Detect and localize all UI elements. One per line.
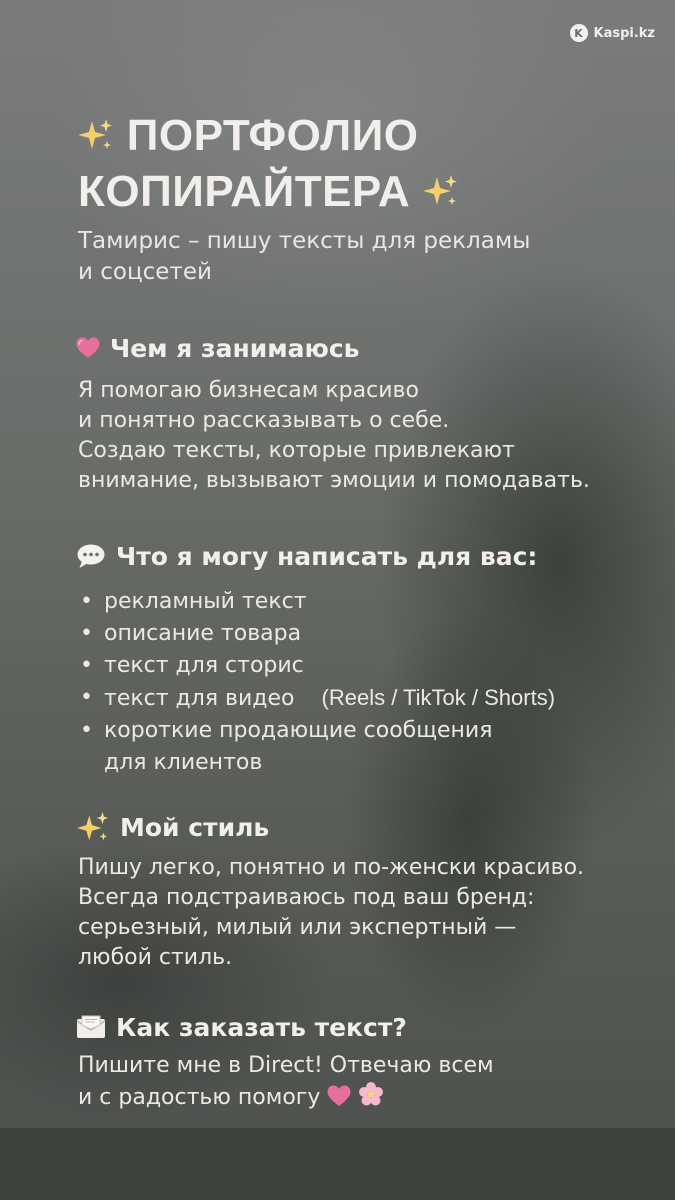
section-heading [76,1009,658,1045]
section-text [78,1051,658,1113]
bullet: • [80,589,93,614]
section-title: Как заказать текст? [116,1012,407,1042]
text-line: Пишу легко, понятно и по-женски красиво. [78,855,585,880]
kaspi-logo-icon: K [570,24,588,42]
text-line-with-icons [78,1081,658,1113]
section-services [78,538,658,779]
bullet: • [80,685,93,710]
title-line-2 [78,164,658,220]
section-order [78,1009,658,1113]
list-item-text: текст для видео [104,686,295,711]
section-text [78,376,658,496]
list-item [78,586,658,618]
bullet: • [80,718,93,743]
list-item [78,715,658,779]
title-line-1 [78,108,658,164]
sparkles-icon [78,117,114,153]
section-heading [76,538,658,574]
text-line: Всегда подстраиваюсь под ваш бренд: [78,885,535,910]
text-line: Пишите мне в Direct! Отвечаю всем [78,1053,494,1078]
section-heading [76,330,658,366]
speech-bubble-icon [76,543,106,569]
section-title: Мой стиль [120,812,270,842]
list-item-text: текст для сторис [104,653,304,678]
text-line: Создаю тексты, которые привлекают [78,438,515,463]
bottom-bar [0,1128,675,1200]
bullet: • [80,621,93,646]
list-item [78,682,658,715]
sparkles-icon [423,173,459,209]
sparkles-icon [76,810,110,844]
title-text-2: КОПИРАЙТЕРА [78,167,411,216]
watermark [570,24,656,42]
section-text [78,853,658,973]
heart-icon [76,337,100,359]
bullet: • [80,653,93,678]
text-line: и с радостью помогу [78,1085,321,1110]
watermark-text: Kaspi.kz [593,25,655,41]
text-line: любой стиль. [78,945,233,970]
section-style [78,809,658,973]
list-item-text: короткие продающие сообщения [104,718,493,743]
list-item [78,618,658,650]
list-item-text: описание товара [104,621,302,646]
subtitle-line: Тамирис – пишу тексты для рекламы [78,228,531,254]
text-line: и понятно рассказывать о себе. [78,408,450,433]
title-text-1: ПОРТФОЛИО [126,111,419,160]
section-title: Чем я занимаюсь [110,333,360,363]
subtitle-line: и соцсетей [78,259,212,285]
envelope-icon [76,1015,106,1039]
section-heading [76,809,658,845]
section-what-i-do [78,330,658,496]
services-list [78,586,658,779]
list-item [78,650,658,682]
list-item-continuation: для клиентов [104,750,263,775]
cherry-blossom-icon [358,1081,384,1107]
text-line: внимание, вызывают эмоции и помодавать. [78,468,590,493]
subtitle [78,226,658,288]
section-title: Что я могу написать для вас: [116,541,538,571]
video-platforms-note: (Reels / TikTok / Shorts) [321,685,556,710]
list-item-text: рекламный текст [104,589,307,614]
page-title [78,108,658,220]
story-content [78,108,658,1113]
text-line: Я помогаю бизнесам красиво [78,378,419,403]
heart-icon [327,1085,351,1107]
text-line: серьезный, милый или экспертный — [78,915,517,940]
